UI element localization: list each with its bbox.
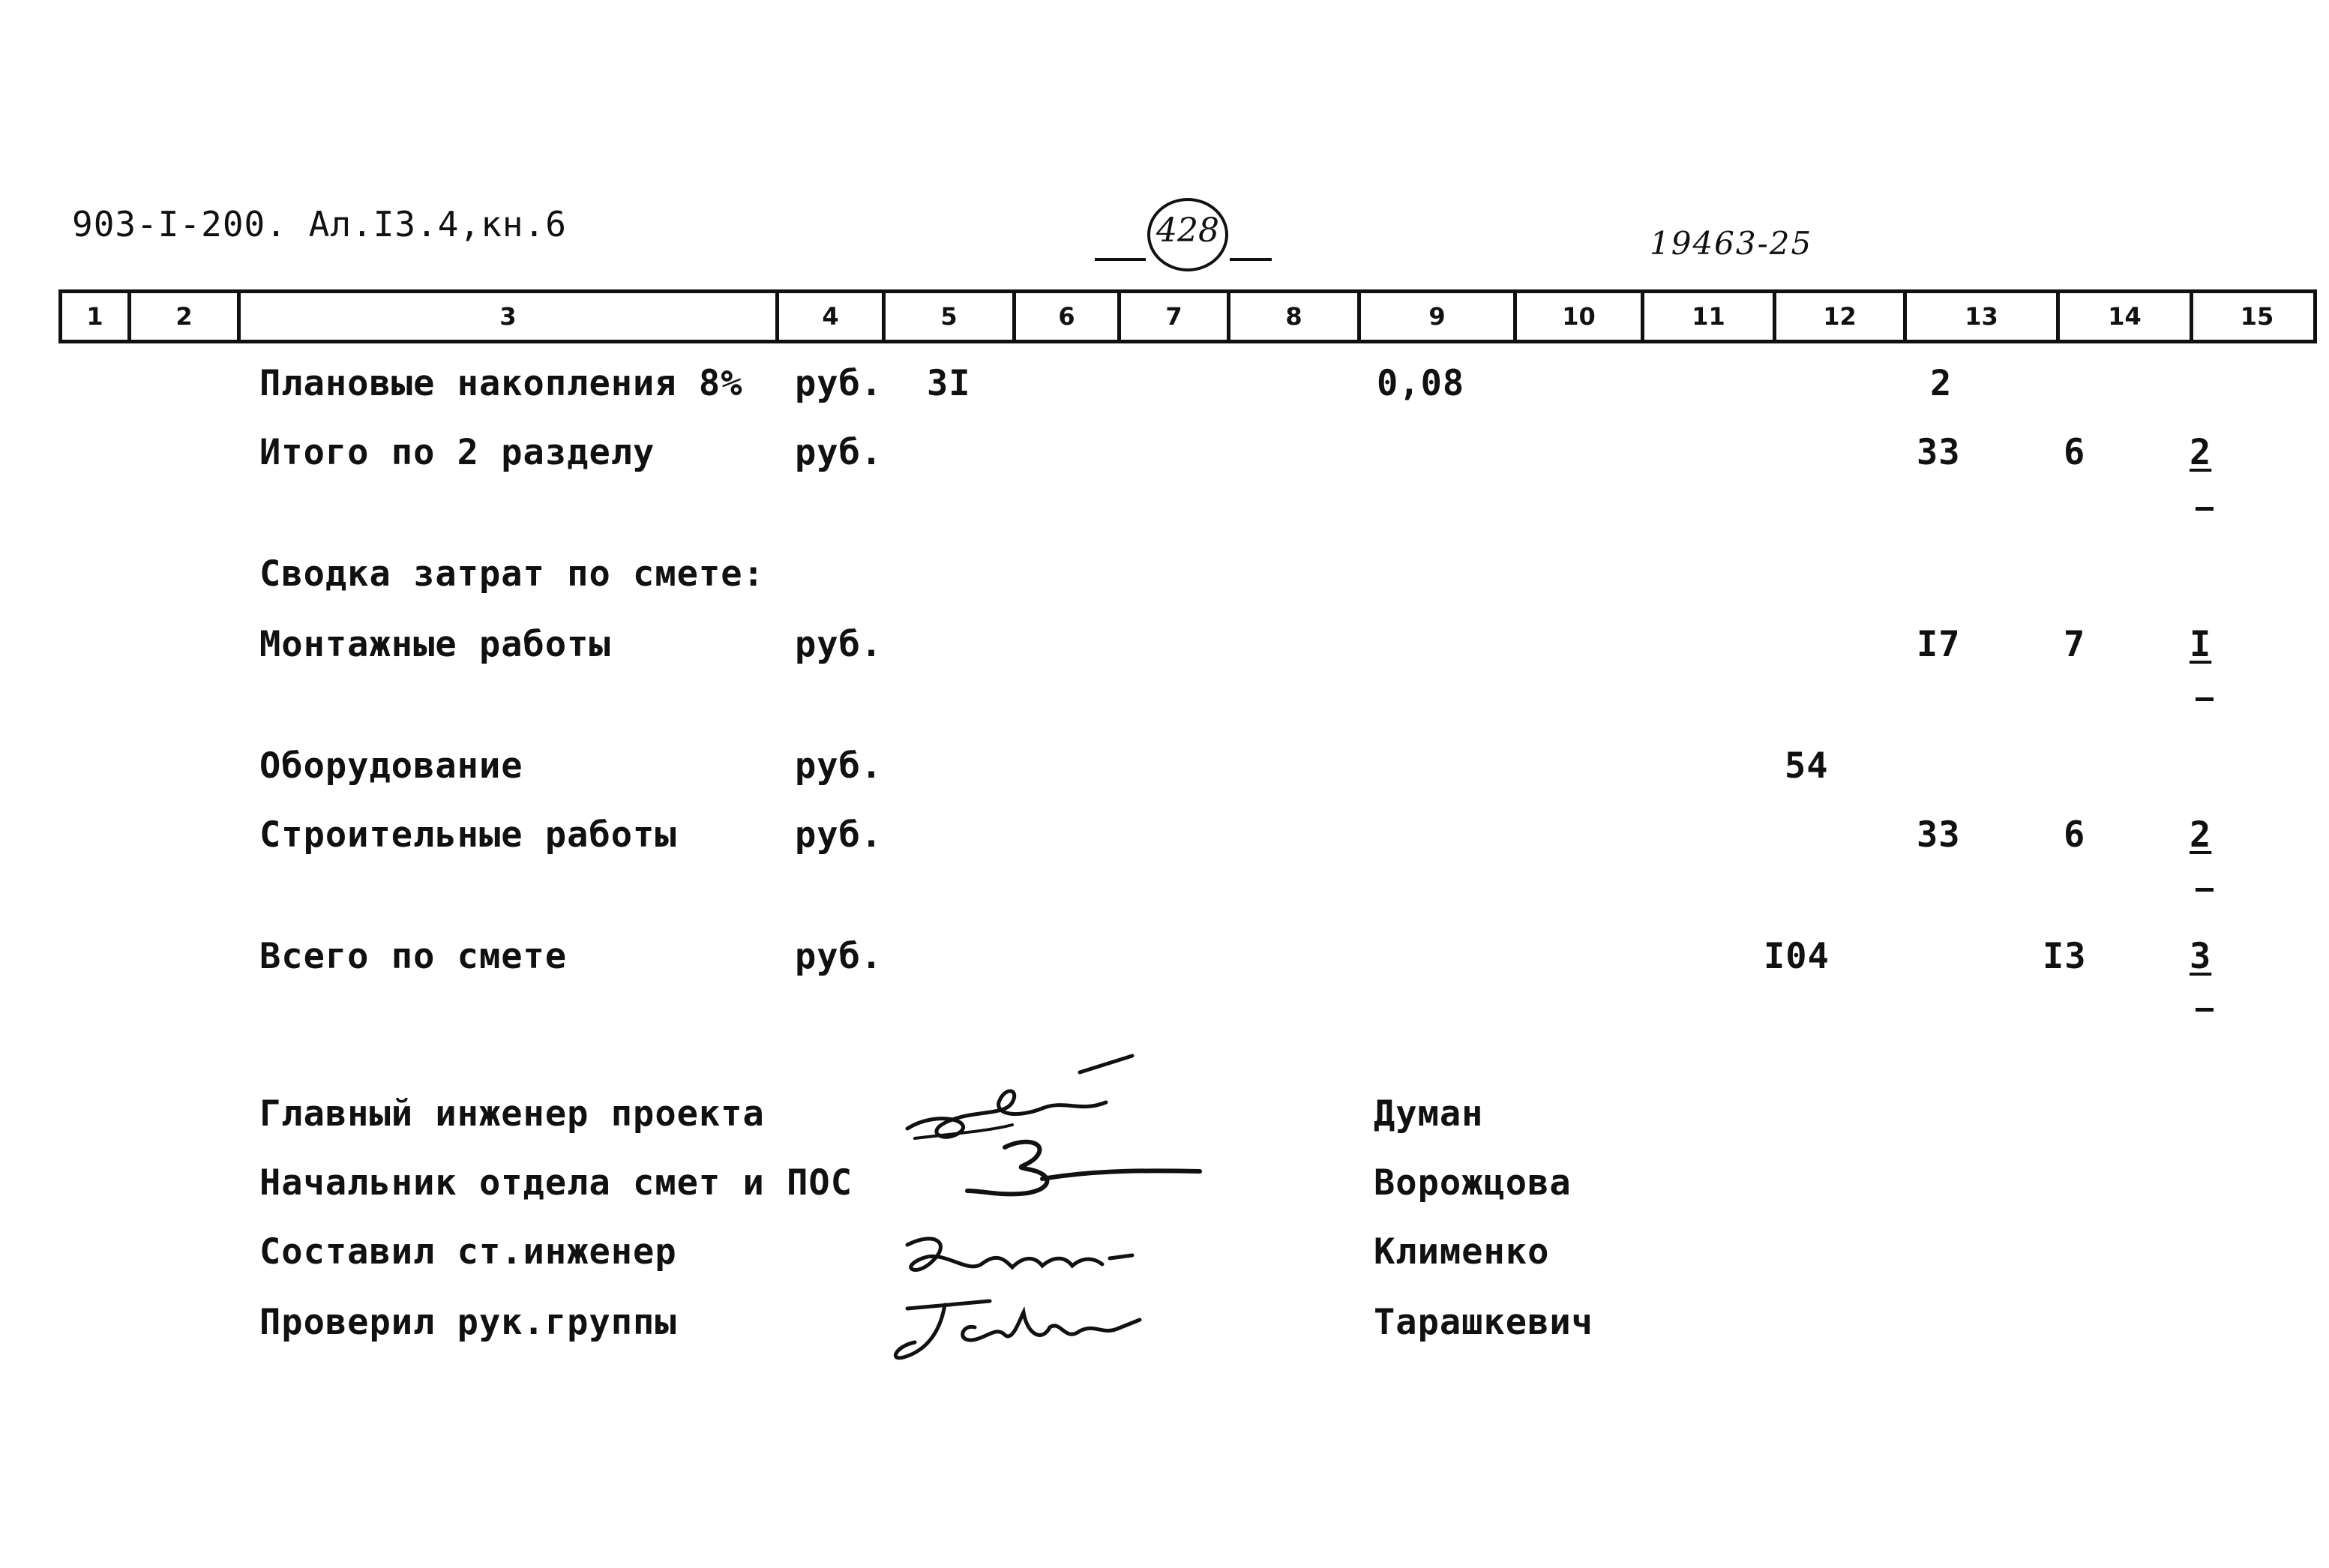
row-grand-total-col15-dash <box>2196 1008 2214 1012</box>
row-section2-total-unit: руб. <box>795 432 883 473</box>
column-header-12: 12 <box>1776 293 1907 340</box>
column-header-3: 3 <box>241 293 779 340</box>
row-construction-col15-dash <box>2196 888 2214 892</box>
row-installation-col14: 7 <box>2064 624 2086 665</box>
row-grand-total-unit: руб. <box>795 936 883 977</box>
column-header-13: 13 <box>1907 293 2060 340</box>
summary-heading: Сводка затрат по смете: <box>259 553 765 595</box>
column-header-row <box>58 289 2317 343</box>
signature-scribble-compiler <box>885 1222 1155 1297</box>
signature-role-chief-engineer: Главный инженер проекта <box>259 1093 765 1135</box>
page-number-left-dash <box>1095 258 1146 261</box>
column-header-9: 9 <box>1361 293 1517 340</box>
row-grand-total-col12: I04 <box>1764 936 1830 977</box>
row-planned-savings-col13: 2 <box>1930 363 1953 404</box>
row-grand-total-col15: 3 <box>2190 936 2212 977</box>
row-grand-total-col14: I3 <box>2043 936 2087 977</box>
document-code: 903-I-200. Ал.I3.4,кн.6 <box>72 204 567 244</box>
row-grand-total-label: Всего по смете <box>259 936 568 977</box>
signature-role-compiler: Составил ст.инженер <box>259 1231 677 1273</box>
row-equipment-col12: 54 <box>1785 745 1829 787</box>
row-planned-savings-col5: 3I <box>927 363 971 404</box>
row-planned-savings-col9: 0,08 <box>1377 363 1465 404</box>
row-section2-total-col13: 33 <box>1917 432 1961 473</box>
row-section2-total-col15-dash <box>2196 507 2214 511</box>
signature-role-estimates-head: Начальник отдела смет и ПОС <box>259 1162 853 1204</box>
column-header-10: 10 <box>1517 293 1644 340</box>
signature-name-checker: Тарашкевич <box>1374 1302 1593 1343</box>
row-installation-col15-dash <box>2196 697 2214 701</box>
column-header-7: 7 <box>1121 293 1230 340</box>
column-header-4: 4 <box>779 293 886 340</box>
row-planned-savings-unit: руб. <box>795 363 883 404</box>
column-header-14: 14 <box>2060 293 2193 340</box>
row-installation-col15: I <box>2190 624 2212 665</box>
column-header-2: 2 <box>131 293 241 340</box>
column-header-5: 5 <box>886 293 1016 340</box>
row-construction-col15: 2 <box>2190 814 2212 856</box>
row-installation-unit: руб. <box>795 624 883 665</box>
column-header-15: 15 <box>2240 302 2274 331</box>
row-section2-total-col15: 2 <box>2190 432 2212 473</box>
column-header-11: 11 <box>1644 293 1776 340</box>
row-planned-savings-label: Плановые накопления 8% <box>259 363 743 404</box>
row-installation-col13: I7 <box>1917 624 1961 665</box>
row-construction-label: Строительные работы <box>259 814 677 856</box>
row-construction-col13: 33 <box>1917 814 1961 856</box>
signature-name-chief-engineer: Думан <box>1374 1093 1484 1135</box>
column-header-6: 6 <box>1016 293 1121 340</box>
page-number-stamp <box>1095 196 1275 271</box>
signature-role-checker: Проверил рук.группы <box>259 1302 677 1343</box>
signature-name-compiler: Клименко <box>1374 1231 1550 1273</box>
row-construction-unit: руб. <box>795 814 883 856</box>
row-equipment-label: Оборудование <box>259 745 523 787</box>
signature-name-estimates-head: Ворожцова <box>1374 1162 1572 1204</box>
column-header-1: 1 <box>62 293 131 340</box>
page-number: 428 <box>1156 211 1219 250</box>
archive-number: 19463-25 <box>1650 225 1813 262</box>
signature-scribble-estimates-head <box>960 1132 1215 1207</box>
row-installation-label: Монтажные работы <box>259 624 611 665</box>
page-number-right-dash <box>1230 258 1272 261</box>
row-section2-total-col14: 6 <box>2064 432 2086 473</box>
signature-scribble-checker <box>885 1290 1155 1372</box>
row-section2-total-label: Итого по 2 разделу <box>259 432 655 473</box>
column-header-8: 8 <box>1230 293 1361 340</box>
row-construction-col14: 6 <box>2064 814 2086 856</box>
row-equipment-unit: руб. <box>795 745 883 787</box>
